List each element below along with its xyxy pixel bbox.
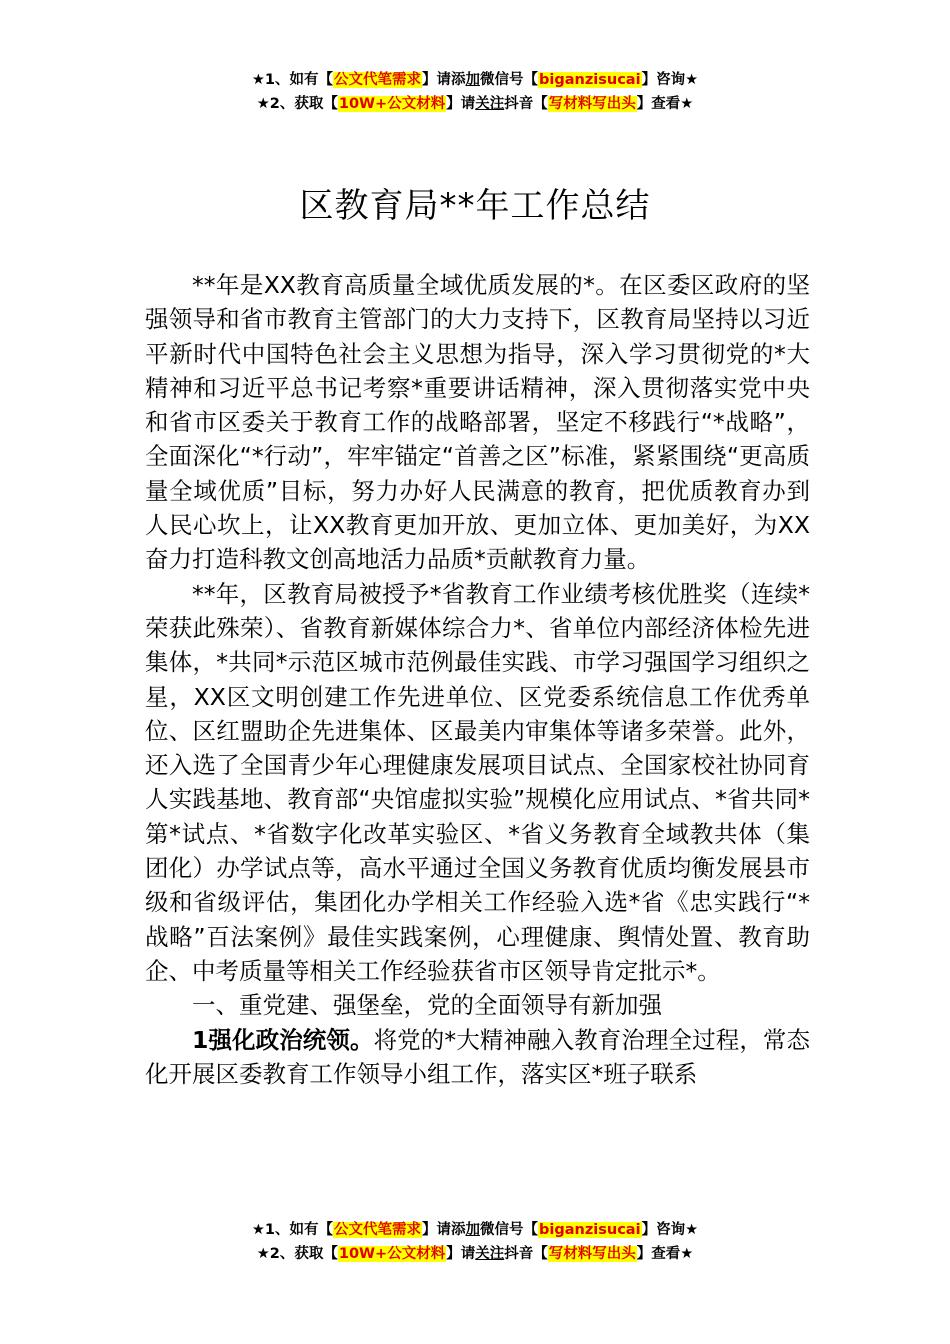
footer-banner bbox=[0, 1218, 950, 1266]
highlight-ghostwriting: 公文代笔需求 bbox=[334, 72, 422, 88]
paragraph-honors: **年，区教育局被授予*省教育工作业绩考核优胜奖（连续*荣获此殊荣）、省教育新媒体综合力*、省单位内部经济体检先进集体，*共同*示范区城市范例最佳实践、市学习强国学习组织之星，XX区文明创建工作先进单位、区党委系统信息工作优秀单位、区红盟助企先进集体、区最美内审集体等诸多荣誉。此外，还入选了全国青少年心理健康发展项目试点、全国家校社协同育人实践基地、教育部“央馆虚拟实验”规模化应用试点、*省共同*第*试点、*省数字化改革实验区、*省义务教育全域教共体（集团化）办学试点等，高水平通过全国义务教育优质均衡发展县市级和省级评估，集团化办学相关工作经验入选*省《忠实践行“*战略”百法案例》最佳实践案例，心理健康、舆情处置、教育助企、中考质量等相关工作经验获省市区领导肯定批示*。 bbox=[145, 579, 810, 985]
item-1-heading: 1强化政治统领。 bbox=[192, 1025, 374, 1054]
banner-line-1: ★1、如有【公文代笔需求】请添加微信号【biganzisucai】咨询★ bbox=[251, 72, 699, 88]
highlight-materials: 10W+公文材料 bbox=[338, 1246, 446, 1262]
section-heading-1: 一、重党建、强堡垒，党的全面领导有新加强 bbox=[192, 991, 662, 1020]
highlight-materials: 10W+公文材料 bbox=[338, 96, 446, 112]
banner-line-2: ★2、获取【10W+公文材料】请关注抖音【写材料写出头】查看★ bbox=[256, 96, 694, 112]
paragraph-intro: **年是XX教育高质量全域优质发展的*。在区委区政府的坚强领导和省市教育主管部门的大力支持下，区教育局坚持以习近平新时代中国特色社会主义思想为指导，深入学习贯彻党的*大精神和习近平总书记考察*重要讲话精神，深入贯彻落实党中央和省市区委关于教育工作的战略部署，坚定不移践行“*战略”，全面深化“*行动”，牢牢锚定“首善之区”标准，紧紧围绕“更高质量全域优质”目标，努力办好人民满意的教育，把优质教育办到人民心坎上，让XX教育更加开放、更加立体、更加美好，为XX奋力打造科教文创高地活力品质*贡献教育力量。 bbox=[145, 271, 810, 574]
banner-line-2: ★2、获取【10W+公文材料】请关注抖音【写材料写出头】查看★ bbox=[256, 1246, 694, 1262]
header-banner bbox=[0, 68, 950, 116]
document-body bbox=[145, 268, 810, 1091]
highlight-douyin: 写材料写出头 bbox=[548, 1246, 636, 1262]
document-title: 区教育局**年工作总结 bbox=[299, 186, 651, 226]
paragraph-item-1 bbox=[145, 1023, 810, 1092]
banner-line-1: ★1、如有【公文代笔需求】请添加微信号【biganzisucai】咨询★ bbox=[251, 1222, 699, 1238]
highlight-wechat-id: biganzisucai bbox=[539, 1222, 641, 1238]
highlight-ghostwriting: 公文代笔需求 bbox=[334, 1222, 422, 1238]
highlight-wechat-id: biganzisucai bbox=[539, 72, 641, 88]
highlight-douyin: 写材料写出头 bbox=[548, 96, 636, 112]
item-1-text: 将党的*大精神融入教育治理全过程，常态化开展区委教育工作领导小组工作，落实区*班子联系 bbox=[145, 1025, 810, 1088]
